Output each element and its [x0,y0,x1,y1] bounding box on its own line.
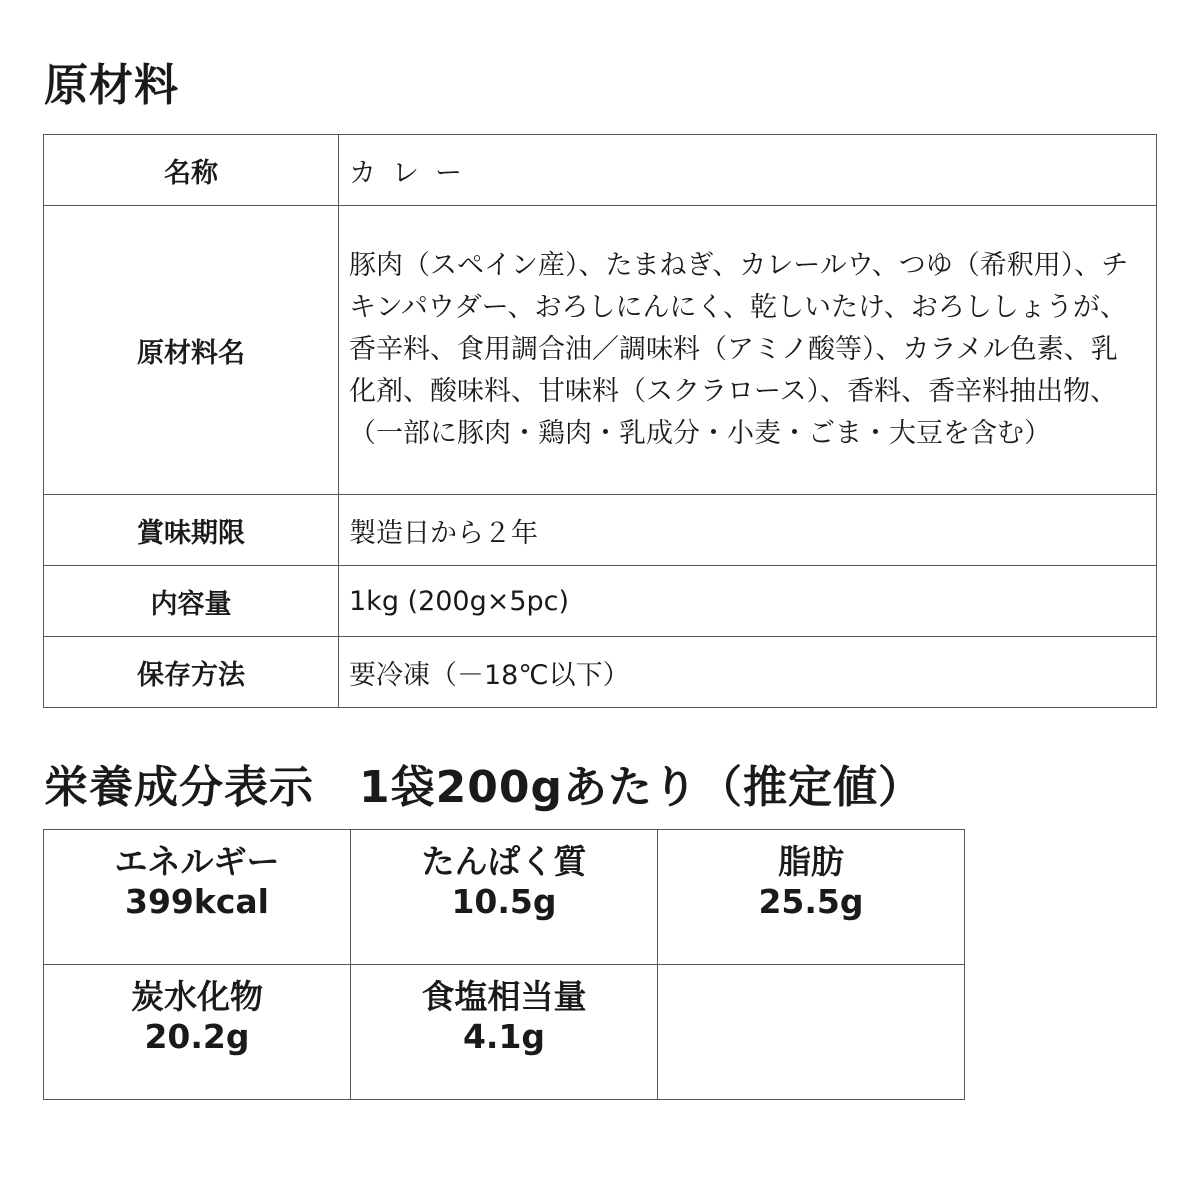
table-row [44,495,1157,566]
nutrition-cell-empty [658,965,965,1100]
table-row [44,135,1157,206]
row-value-name: カレー [339,135,1157,206]
nutrition-value: 4.1g [462,1017,546,1056]
nutrition-value: 399kcal [125,882,269,921]
row-value-contents: 1kg (200g×5pc) [339,566,1157,637]
ingredients-title: 原材料 [44,60,179,111]
nutrition-name: エネルギー [114,842,280,881]
nutrition-cell-salt [351,965,658,1100]
row-label-ingredients: 原材料名 [44,206,339,495]
row-label-name: 名称 [44,135,339,206]
table-row [44,965,965,1100]
row-value-storage: 要冷凍（－18℃以下） [339,637,1157,708]
table-row [44,566,1157,637]
nutrition-value: 25.5g [758,882,864,921]
row-value-best-before: 製造日から２年 [339,495,1157,566]
ingredients-table [43,134,1157,708]
nutrition-value: 20.2g [144,1017,250,1056]
row-label-storage: 保存方法 [44,637,339,708]
nutrition-cell-energy [44,830,351,965]
row-label-best-before: 賞味期限 [44,495,339,566]
nutrition-value: 10.5g [451,882,557,921]
nutrition-name: たんぱく質 [421,842,587,881]
table-row [44,637,1157,708]
nutrition-table [43,829,965,1100]
nutrition-title: 栄養成分表示 1袋200gあたり（推定値） [44,762,923,813]
nutrition-cell-protein [351,830,658,965]
table-row [44,830,965,965]
row-value-ingredients: 豚肉（スペイン産）、たまねぎ、カレールウ、つゆ（希釈用）、チキンパウダー、おろしにんにく、乾しいたけ、おろししょうが、香辛料、食用調合油／調味料（アミノ酸等）、カラメル色素、乳化剤、酸味料、甘味料（スクラロース）、香料、香辛料抽出物、（一部に豚肉・鶏肉・乳成分・小麦・ごま・大豆を含む） [339,206,1157,495]
nutrition-name: 食塩相当量 [421,977,587,1016]
table-row [44,206,1157,495]
nutrition-name: 炭水化物 [131,977,263,1016]
nutrition-cell-fat [658,830,965,965]
row-label-contents: 内容量 [44,566,339,637]
nutrition-name: 脂肪 [778,842,844,881]
nutrition-cell-carbohydrate [44,965,351,1100]
